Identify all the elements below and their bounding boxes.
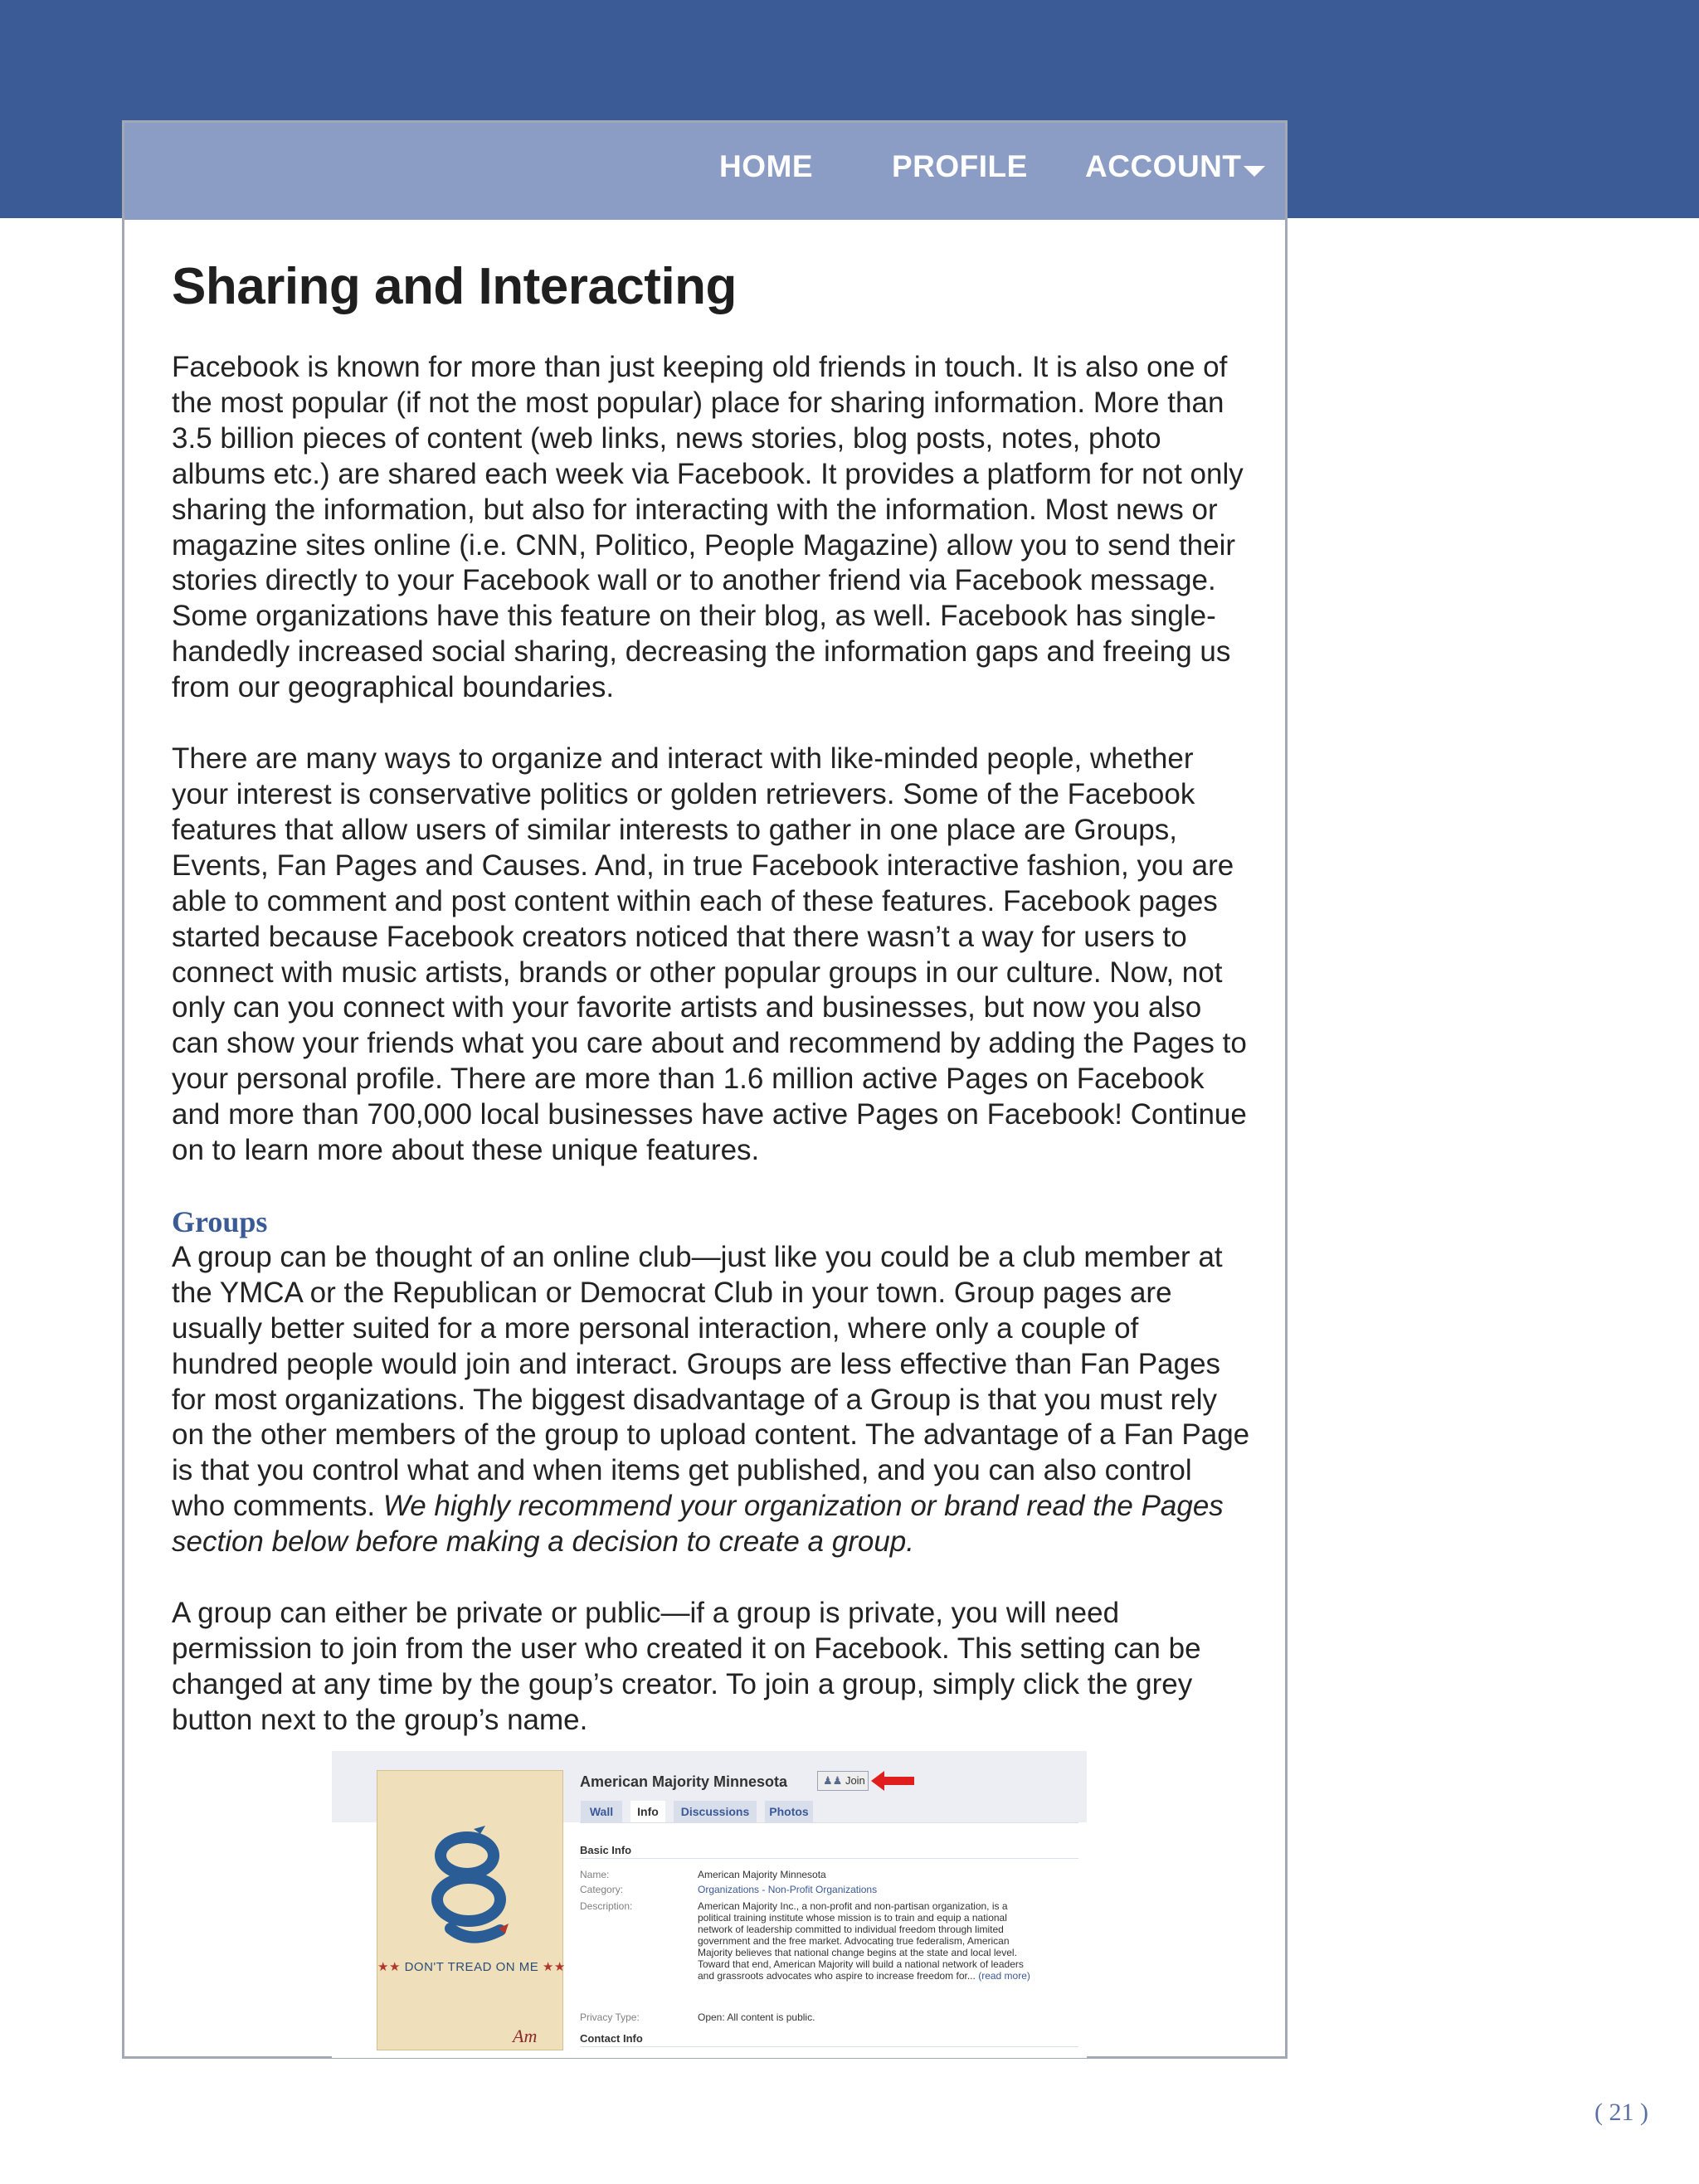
people-icon: ♟♟ [823,1774,843,1787]
chevron-down-icon[interactable] [1244,166,1265,177]
nav-profile[interactable]: PROFILE [892,149,1028,183]
poster-motto: DON'T TREAD ON ME [404,1960,539,1974]
category-link[interactable]: Organizations - Non-Profit Organizations [698,1884,878,1895]
basic-info-heading: Basic Info [580,1844,632,1856]
basic-info-divider [580,1858,1078,1859]
page-frame [122,120,1288,2059]
join-button[interactable] [817,1771,869,1791]
tab-photos[interactable]: Photos [765,1801,813,1822]
contact-info-divider [580,2046,1078,2047]
star-icon: ★★ [542,1960,566,1974]
category-label: Category: [580,1884,624,1895]
group-name[interactable]: American Majority Minnesota [580,1773,788,1790]
page-number: ( 21 ) [1594,2099,1648,2126]
groups-recommendation: We highly recommend your organization or brand read the Pages section below before making a decision to create a group. [172,1490,1224,1559]
poster-motto-line [377,1959,566,1974]
groups-text: A group can be thought of an online club—just like you could be a club member at the YMCA or the Republican or Democrat Club in your town. Group pages are usually better suited for a more personal interaction, where only a couple of hundred people would join and interact. Groups are less effective than Fan Pages for most organizations. The biggest disadvantage of a Group is that you must rely on the other members of the group to upload content. The advantage of a Fan Page is that you control what and when items get published, and you can also control who comments. [172,1240,1250,1523]
red-arrow-icon [871,1769,914,1792]
tab-discussions[interactable]: Discussions [674,1801,757,1822]
tabs-divider [580,1822,1078,1823]
description-value [698,1900,1038,1982]
star-icon: ★★ [377,1960,401,1974]
privacy-label: Privacy Type: [580,2011,640,2023]
description-label: Description: [580,1900,633,1912]
read-more-link[interactable]: (read more) [978,1970,1030,1982]
snake-icon [426,1821,517,1953]
page-title: Sharing and Interacting [172,258,737,315]
paragraph-ways: There are many ways to organize and interact with like-minded people, whether your interest is conservative politics or golden retrievers. Some of the Facebook features that allow users of similar interests to gather in one place are Groups, Events, Fan Pages and Causes. And, in true Facebook interactive fashion, you are able to comment and post content within each of these features. Facebook pages started because Facebook creators noticed that there wasn’t a way for users to connect with music artists, brands or other popular groups in our culture. Now, not only can you connect with your favorite artists and businesses, but now you also can show your friends what you care about and recommend by adding the Pages to your personal profile. There are more than 1.6 million active Pages on Facebook and more than 700,000 local businesses have active Pages on Facebook! Continue on to learn more about these unique features. [172,742,1247,1167]
name-value: American Majority Minnesota [698,1869,826,1880]
poster-logo: Am [513,2026,538,2046]
nav-account[interactable]: ACCOUNT [1085,149,1242,183]
paragraph-groups [172,1240,1250,1560]
paragraph-join: A group can either be private or public—if a group is private, you will need permission to join from the user who created it on Facebook. This setting can be changed at any time by the goup’s creator. To join a group, simply click the grey button next to the group’s name. [172,1597,1201,1736]
tab-info[interactable]: Info [630,1801,665,1822]
nav-bar [124,123,1285,220]
tab-wall[interactable]: Wall [581,1801,622,1822]
group-poster-image [377,1770,566,2050]
group-page-screenshot [332,1751,1087,2058]
privacy-value: Open: All content is public. [698,2011,815,2023]
nav-home[interactable]: HOME [719,149,813,183]
join-label: Join [845,1774,865,1787]
name-label: Name: [580,1869,610,1880]
groups-heading: Groups [172,1204,268,1238]
article [172,255,1250,1739]
description-text: American Majority Inc., a non-profit and non-partisan organization, is a political training institute whose mission is to train and equip a national network of leadership committed to individual freedom through limited government and the free market. Advocating true federalism, American Majority believes that national change begins at the state and local level. Toward that end, American Majority will build a national network of leaders and grassroots advocates who aspire to increase freedom for... [698,1900,1024,1982]
contact-info-heading: Contact Info [580,2032,643,2045]
paragraph-intro: Facebook is known for more than just keeping old friends in touch. It is also one of the most popular (if not the most popular) place for sharing information. More than 3.5 billion pieces of content (web links, news stories, blog posts, notes, photo albums etc.) are shared each week via Facebook. It provides a platform for not only sharing the information, but also for interacting with the information. Most news or magazine sites online (i.e. CNN, Politico, People Magazine) allow you to send their stories directly to your Facebook wall or to another friend via Facebook message. Some organizations have this feature on their blog, as well. Facebook has single-handedly increased social sharing, decreasing the information gaps and freeing us from our geographical boundaries. [172,351,1244,704]
